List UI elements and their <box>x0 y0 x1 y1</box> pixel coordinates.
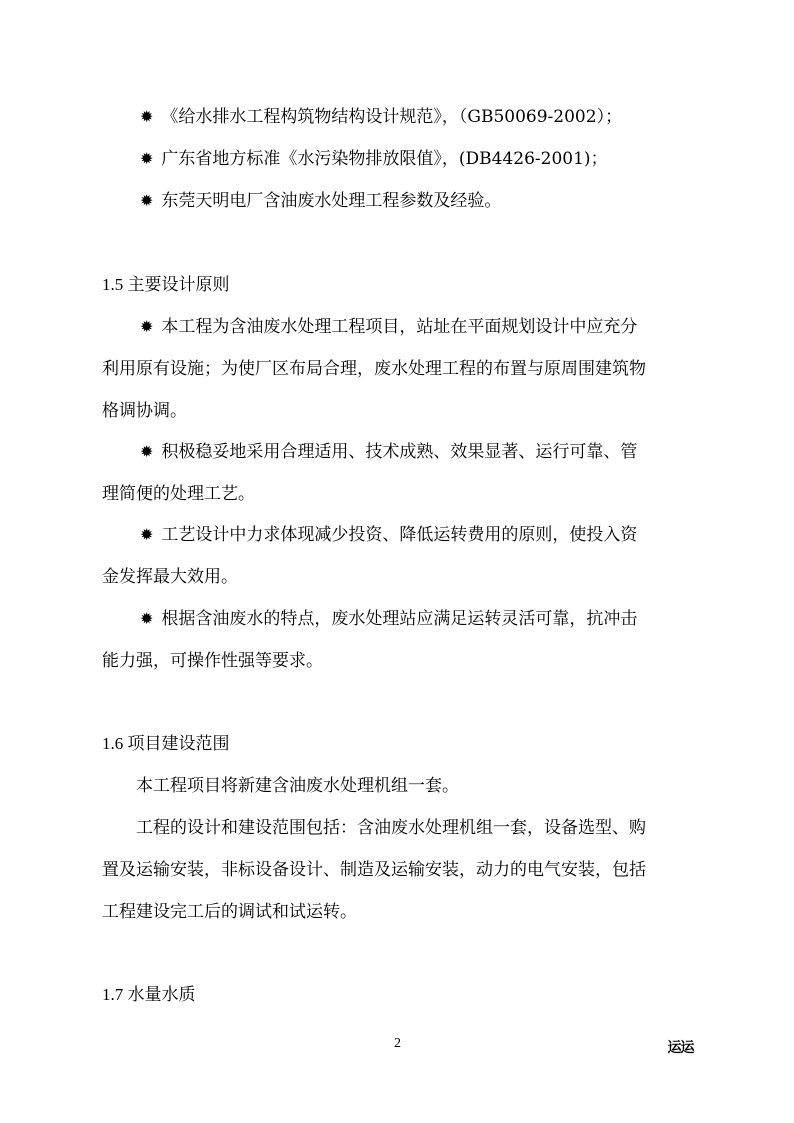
bullet-icon: ✹ <box>140 609 154 628</box>
section-heading: 1.7 水量水质 <box>102 985 196 1004</box>
reference-item <box>140 147 608 171</box>
principle-line <box>140 607 637 631</box>
bullet-icon: ✹ <box>140 149 154 168</box>
section-heading: 1.6 项目建设范围 <box>102 734 230 753</box>
paragraph-line: 工程的设计和建设范围包括：含油废水处理机组一套，设备选型、购 <box>136 818 646 838</box>
bullet-icon: ✹ <box>140 107 154 126</box>
page-number: 2 <box>394 1036 401 1051</box>
principle-line <box>140 440 637 464</box>
reference-text: 《给水排水工程构筑物结构设计规范》，（GB50069-2002）； <box>161 107 623 127</box>
paragraph-line: 金发挥最大效用。 <box>102 567 238 587</box>
principle-line <box>140 523 637 547</box>
section-heading: 1.5 主要设计原则 <box>102 275 230 294</box>
paragraph-text: 本工程为含油废水处理工程项目，站址在平面规划设计中应充分 <box>161 317 638 337</box>
paragraph-line: 理简便的处理工艺。 <box>102 484 255 504</box>
paragraph-line: 工程建设完工后的调试和试运转。 <box>102 902 357 922</box>
bullet-icon: ✹ <box>140 525 154 544</box>
reference-item <box>140 189 501 213</box>
logo-text: 运运 <box>667 1040 694 1056</box>
bullet-icon: ✹ <box>140 317 154 336</box>
bullet-icon: ✹ <box>140 191 154 210</box>
paragraph-text: 积极稳妥地采用合理适用、技术成熟、效果显著、运行可靠、管 <box>161 442 638 462</box>
paragraph-line: 能力强，可操作性强等要求。 <box>102 651 323 671</box>
reference-item <box>140 105 622 129</box>
bullet-icon: ✹ <box>140 442 154 461</box>
paragraph-text: 工艺设计中力求体现减少投资、降低运转费用的原则，使投入资 <box>161 525 638 545</box>
reference-text: 东莞天明电厂含油废水处理工程参数及经验。 <box>161 191 502 211</box>
paragraph-line: 利用原有设施；为使厂区布局合理，废水处理工程的布置与原周围建筑物 <box>102 359 646 379</box>
paragraph-text: 根据含油废水的特点，废水处理站应满足运转灵活可靠，抗冲击 <box>161 609 638 629</box>
company-logo <box>664 1040 697 1056</box>
reference-text: 广东省地方标准《水污染物排放限值》，(DB4426-2001)； <box>161 149 608 169</box>
paragraph-line: 格调协调。 <box>102 401 187 421</box>
paragraph-line: 本工程项目将新建含油废水处理机组一套。 <box>136 776 459 796</box>
principle-line <box>140 315 637 339</box>
paragraph-line: 置及运输安装，非标设备设计、制造及运输安装，动力的电气安装，包括 <box>102 860 646 880</box>
